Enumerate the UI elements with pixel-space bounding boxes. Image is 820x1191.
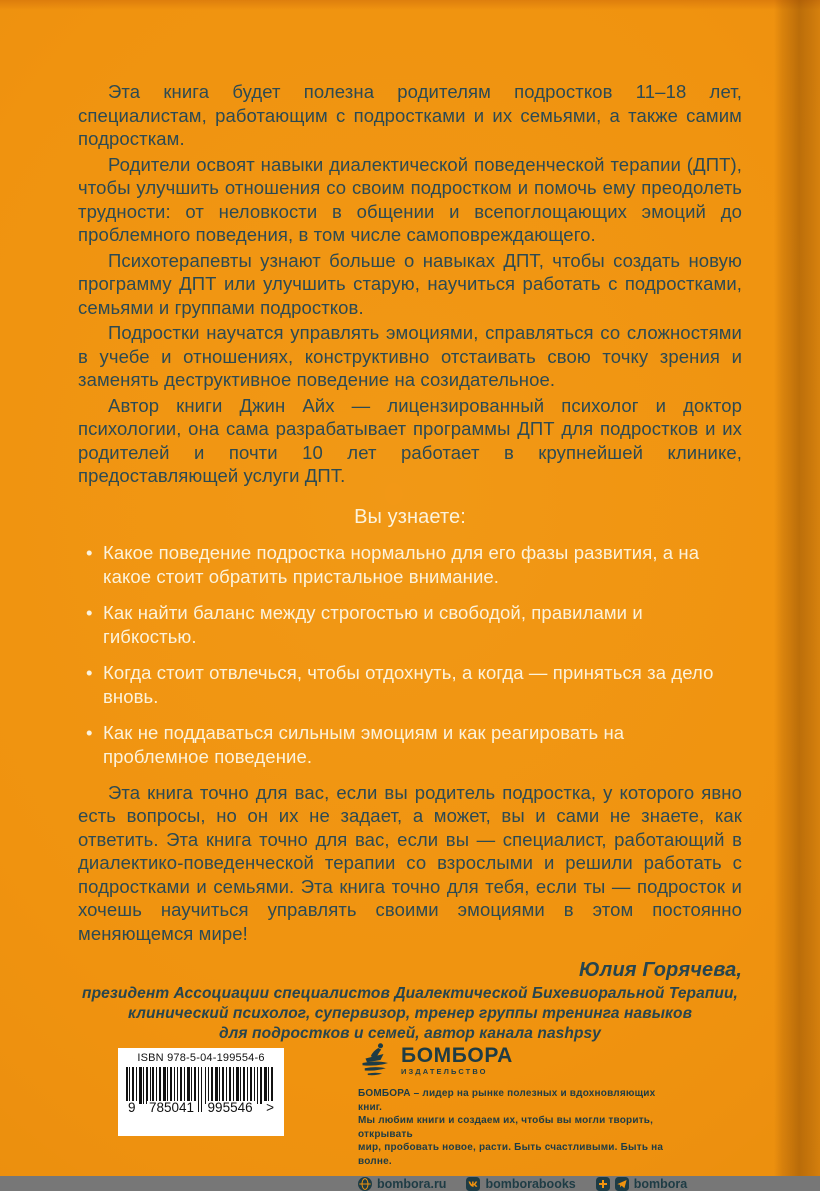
globe-icon bbox=[358, 1177, 372, 1191]
social-link-label: bomborabooks bbox=[485, 1177, 576, 1191]
attribution-line: президент Ассоциации специалистов Диалектической Бихевиоральной Терапии, bbox=[82, 985, 738, 1002]
publisher-description bbox=[358, 1087, 668, 1168]
social-link-vk bbox=[466, 1177, 575, 1191]
isbn-label: ISBN 978-5-04-199554-6 bbox=[137, 1052, 265, 1064]
list-item bbox=[78, 721, 723, 769]
testimonial-author: Юлия Горячева, bbox=[578, 959, 742, 981]
plus-icon bbox=[596, 1177, 610, 1191]
barcode-trailing-mark: > bbox=[266, 1100, 274, 1115]
list-item bbox=[78, 601, 723, 649]
publisher-block bbox=[358, 1042, 688, 1191]
bullet-icon: • bbox=[86, 661, 93, 683]
bombora-surfer-logo-icon bbox=[358, 1042, 394, 1078]
barcode-digits bbox=[126, 1101, 276, 1115]
publisher-description-line: Мы любим книги и создаем их, чтобы вы могли творить, открывать bbox=[358, 1115, 654, 1140]
telegram-icon bbox=[615, 1177, 629, 1191]
barcode-digit-left: 9 bbox=[128, 1100, 136, 1115]
social-link-bombora bbox=[596, 1177, 687, 1191]
paragraph-parents: Родители освоят навыки диалектической поведенческой терапии (ДПТ), чтобы улучшить отношения со своим подростком и помочь ему преодолеть трудности: от неловкости в общении и всепоглощающих эмоций до проблемного поведения, в том числе самоповреждающего. bbox=[78, 153, 742, 245]
bullet-icon: • bbox=[86, 541, 93, 563]
paragraph-closing: Эта книга точно для вас, если вы родитель подростка, у которого явно есть вопросы, но он их не задает, а может, вы и сами не знаете, как ответить. Эта книга точно для вас, если вы — специалист, работающий в диалектико-поведенческой терапии со взрослыми и решили работать с подростками и семьями. Эта книга точно для тебя, если ты — подросток и хочешь научиться управлять своими эмоциями в этом постоянно меняющемся мире! bbox=[78, 781, 742, 944]
learn-list bbox=[78, 541, 742, 769]
vk-icon bbox=[466, 1177, 480, 1191]
social-link-label: bombora.ru bbox=[377, 1177, 447, 1191]
barcode-digit-group: 785041 bbox=[149, 1100, 195, 1115]
publisher-logo-text bbox=[401, 1045, 513, 1076]
paragraph-teens: Подростки научатся управлять эмоциями, справляться со сложностями в учебе и отношениях, конструктивно отстаивать свою точку зрения и заменять деструктивное поведение на созидательное. bbox=[78, 322, 742, 390]
publisher-description-line: мир, пробовать новое, расти. Быть счастливыми. Быть на волне. bbox=[358, 1142, 664, 1167]
attribution-line: клинический психолог, супервизор, тренер группы тренинга навыков bbox=[127, 1005, 693, 1022]
list-item-text: Когда стоит отвлечься, чтобы отдохнуть, а когда — приняться за дело вновь. bbox=[103, 661, 714, 707]
bullet-icon: • bbox=[86, 721, 93, 743]
list-item-text: Какое поведение подростка нормально для его фазы развития, а на какое стоит обратить пристальное внимание. bbox=[103, 541, 700, 587]
testimonial-attribution bbox=[78, 984, 742, 1044]
paragraph-author: Автор книги Джин Айх — лицензированный психолог и доктор психологии, она сама разрабатывает программы ДПТ для подростков и их родителей и почти 10 лет работает в крупнейшей клинике, предоставляющей услуги ДПТ. bbox=[78, 394, 742, 486]
cover-text-column bbox=[78, 80, 742, 1044]
social-link-website bbox=[358, 1177, 446, 1191]
isbn-barcode bbox=[118, 1048, 284, 1136]
barcode-digit-group: 995546 bbox=[207, 1100, 253, 1115]
publisher-social-row bbox=[358, 1177, 688, 1191]
list-item bbox=[78, 541, 723, 589]
learn-heading: Вы узнаете: bbox=[354, 505, 466, 528]
cover-right-edge-shadow bbox=[774, 0, 820, 1176]
cover-top-shadow bbox=[0, 0, 820, 10]
list-item-text: Как найти баланс между строгостью и свободой, правилами и гибкостью. bbox=[103, 601, 643, 647]
publisher-description-line: БОМБОРА – лидер на рынке полезных и вдохновляющих книг. bbox=[358, 1088, 656, 1113]
paragraph-therapists: Психотерапевты узнают больше о навыках ДПТ, чтобы создать новую программу ДПТ или улучшить старую, научиться работать с подростками, семьями и группами подростков. bbox=[78, 249, 742, 318]
publisher-logo bbox=[358, 1042, 668, 1078]
list-item-text: Как не поддаваться сильным эмоциям и как реагировать на проблемное поведение. bbox=[103, 721, 625, 767]
paragraph-audience: Эта книга будет полезна родителям подростков 11–18 лет, специалистам, работающим с подростками и их семьями, а также самим подросткам. bbox=[78, 81, 742, 149]
bullet-icon: • bbox=[86, 601, 93, 623]
attribution-line: для подростков и семей, автор канала nashpsy bbox=[219, 1025, 601, 1042]
social-link-label: bombora bbox=[633, 1177, 688, 1191]
list-item bbox=[78, 661, 723, 709]
publisher-name: БОМБОРА bbox=[401, 1043, 513, 1067]
publisher-subtitle: ИЗДАТЕЛЬСТВО bbox=[401, 1066, 488, 1076]
